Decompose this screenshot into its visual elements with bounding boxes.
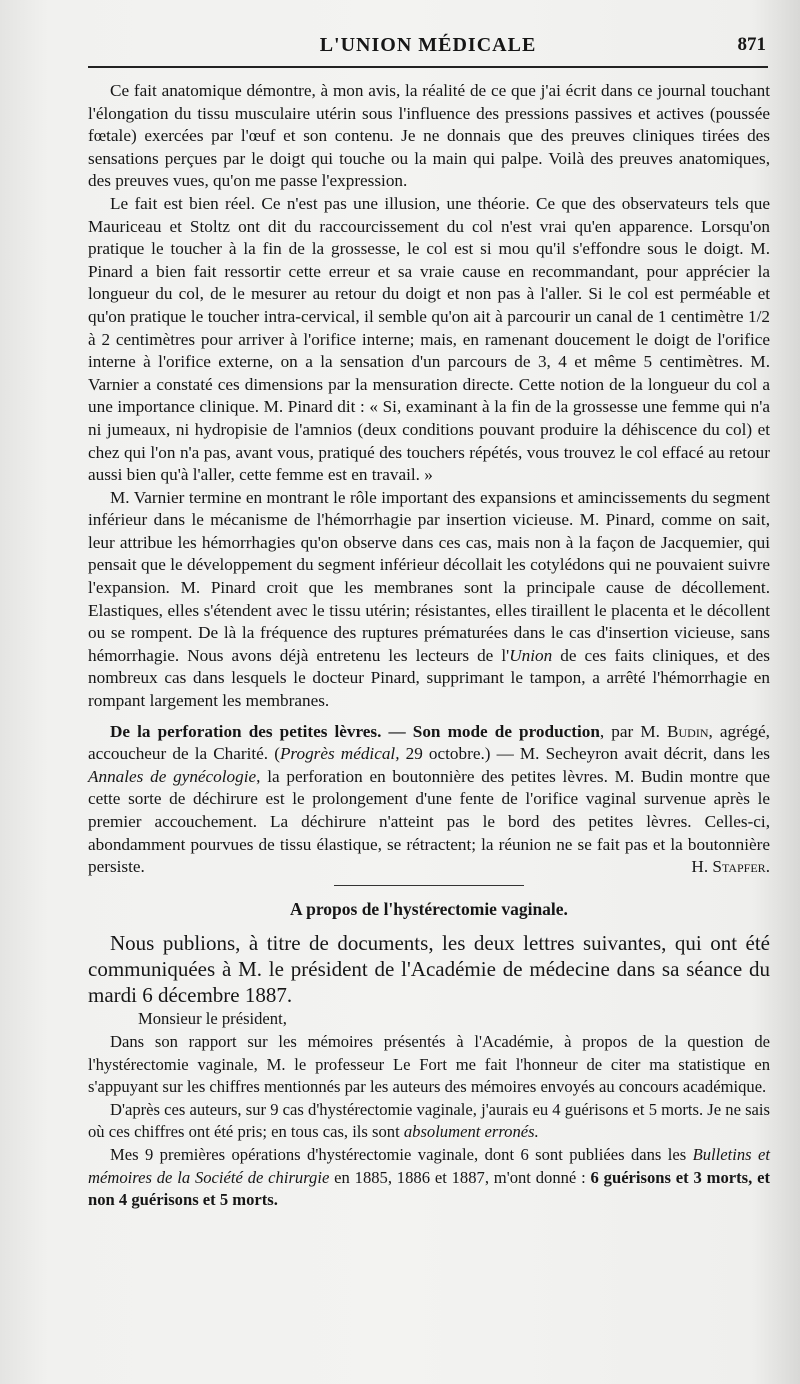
paragraph-anatomical-fact: Ce fait anatomique démontre, à mon avis, la réalité de ce que j'ai écrit dans ce journal touchant l'élongation du tissu musculaire utérin sous l'influence des pressions passives et actives (poussée fœtale) exercées par l'œuf et son contenu. Je ne donnais que des preuves cliniques tirées des sensations perçues par le doigt qui touche ou la main qui palpe. Voilà des preuves anatomiques, des preuves vues, qu'on me passe l'expression. <box>88 81 770 191</box>
paragraph-text: 29 octobre.) — M. Secheyron avait décrit, dans les <box>399 744 770 764</box>
paragraph-text: en 1885, 1886 et 1887, m'ont donné : <box>329 1167 591 1187</box>
letter-paragraph <box>88 1099 770 1144</box>
journal-name: Progrès médical, <box>279 744 400 764</box>
journal-name: Bulletins et mémoires de la Société de chirurgie <box>88 1144 770 1187</box>
journal-name: Annales de gynécologie <box>88 766 257 786</box>
emphasis-bold: 6 guérisons et 3 morts, et non 4 guérisons et 5 morts. <box>88 1167 770 1210</box>
letter-paragraph: Dans son rapport sur les mémoires présentés à l'Académie, à propos de la question de l'hystérectomie vaginale, M. le professeur Le Fort me fait l'honneur de citer ma statistique en s'appuyant sur les chiffres mentionnés par les auteurs des mémoires envoyés au concours académique. <box>88 1031 770 1097</box>
article-body <box>88 80 770 1212</box>
lead-paragraph: Nous publions, à titre de documents, les deux lettres suivantes, qui ont été communiquées à M. le président de l'Académie de médecine dans sa séance du mardi 6 décembre 1887. <box>88 931 770 1008</box>
paragraph-perforation <box>88 721 770 879</box>
paragraph-text: , par M. <box>599 721 668 741</box>
letter-salutation: Monsieur le président, <box>138 1009 287 1029</box>
paragraph-text: M. Varnier termine en montrant le rôle important des expansions et amincissements du segment inférieur dans le mécanisme de l'hémorrhagie par insertion vicieuse. M. Pinard, comme on sait, leur attribue les hémorrhagies qu'on observe dans ces cas, mais non à la façon de Jacquemier, qui pensait que le développement du segment inférieur décollait les cotylédons qui ne pouvaient suivre l'expansion. M. Pinard croit que les membranes sont la principale cause de décollement. Elastiques, elles s'étendent avec le tissu utérin; résistantes, elles tiraillent le placenta et le décollent ou se rompent. De là la fréquence des ruptures prématurées dans le cas d'insertion vicieuse, sans hémorrhagie. Nous avons déjà entretenu les lecteurs de l' <box>88 487 770 665</box>
letter <box>88 1008 770 1211</box>
page-number: 871 <box>737 34 766 55</box>
paragraph-text: Mes 9 premières opérations d'hystérectomie vaginale, dont 6 sont publiées dans les <box>110 1144 693 1164</box>
section-title: A propos de l'hystérectomie vaginale. <box>290 898 568 919</box>
paragraph-text: de ces faits cliniques, et des nombreux cas dans lesquels le docteur Pinard, supprimant le tampon, a arrêté l'hémorrhagie en rompant largement les membranes. <box>88 645 770 711</box>
paragraph-text: , agrégé, accoucheur de la Charité. ( <box>88 721 770 764</box>
journal-name: Union <box>509 645 553 665</box>
letter-paragraph <box>88 1144 770 1212</box>
paragraph-varnier-conclusion <box>88 487 770 713</box>
spacer <box>88 713 770 721</box>
paragraph-text: , la perforation en boutonnière des petites lèvres. M. Budin montre que cette sorte de déchirure est le prolongement d'une fente de l'orifice vaginal survenue après le premier accouchement. La déchirure n'atteint pas le bord des petites lèvres. Celles-ci, abondamment pourvues de tissu élastique, se rétractent; la réunion ne se fait pas et la boutonnière persiste. <box>88 766 770 877</box>
header-rule <box>88 66 768 68</box>
paragraph-text: D'après ces auteurs, sur 9 cas d'hystérectomie vaginale, j'aurais eu 4 guérisons et 5 morts. Je ne sais où ces chiffres ont été pris; en tous cas, ils sont <box>88 1099 770 1142</box>
page-header <box>88 34 768 64</box>
running-title: L'UNION MÉDICALE <box>319 34 537 56</box>
section-divider <box>334 885 524 886</box>
paragraph-real-fact: Le fait est bien réel. Ce n'est pas une illusion, une théorie. Ce que des observateurs tels que Mauriceau et Stoltz ont dit du raccourcissement du col n'est vrai qu'en apparence. Lorsqu'on pratique le toucher à la fin de la grossesse, le col est si mou qu'il s'effondre sous le doigt. M. Pinard a bien fait ressortir cette erreur et sa vraie cause en recommandant, pour apprécier la longueur du col, de le mesurer au retour du doigt et non pas à l'aller. Si le col est perméable et qu'on pratique le toucher intra-cervical, il semble qu'on ait à parcourir un canal de 1 centimètre 1/2 à 2 centimètres pour arriver à l'orifice interne; mais, en ramenant doucement le doigt de l'orifice interne à l'orifice externe, on a la sensation d'un parcours de 3, 4 et même 5 centimètres. M. Varnier a constaté ces dimensions par la mensuration directe. Cette notion de la longueur du col a une importance clinique. M. Pinard dit : « Si, examinant à la fin de la grossesse une femme qui n'a ni jumeaux, ni hydropisie de l'amnios (deux conditions pouvant produire la déhiscence du col) et chez qui l'on n'a pas, avant vous, pratiqué des touchers répétés, vous trouvez le col effacé au retour aussi bien qu'à l'aller, cette femme est en travail. » <box>88 193 770 485</box>
signature: H. Stapfer. <box>691 857 770 877</box>
emphasis: absolument erronés. <box>403 1122 539 1142</box>
run-in-heading: De la perforation des petites lèvres. — Son mode de production <box>110 721 600 741</box>
author-name: Budin <box>667 721 709 741</box>
